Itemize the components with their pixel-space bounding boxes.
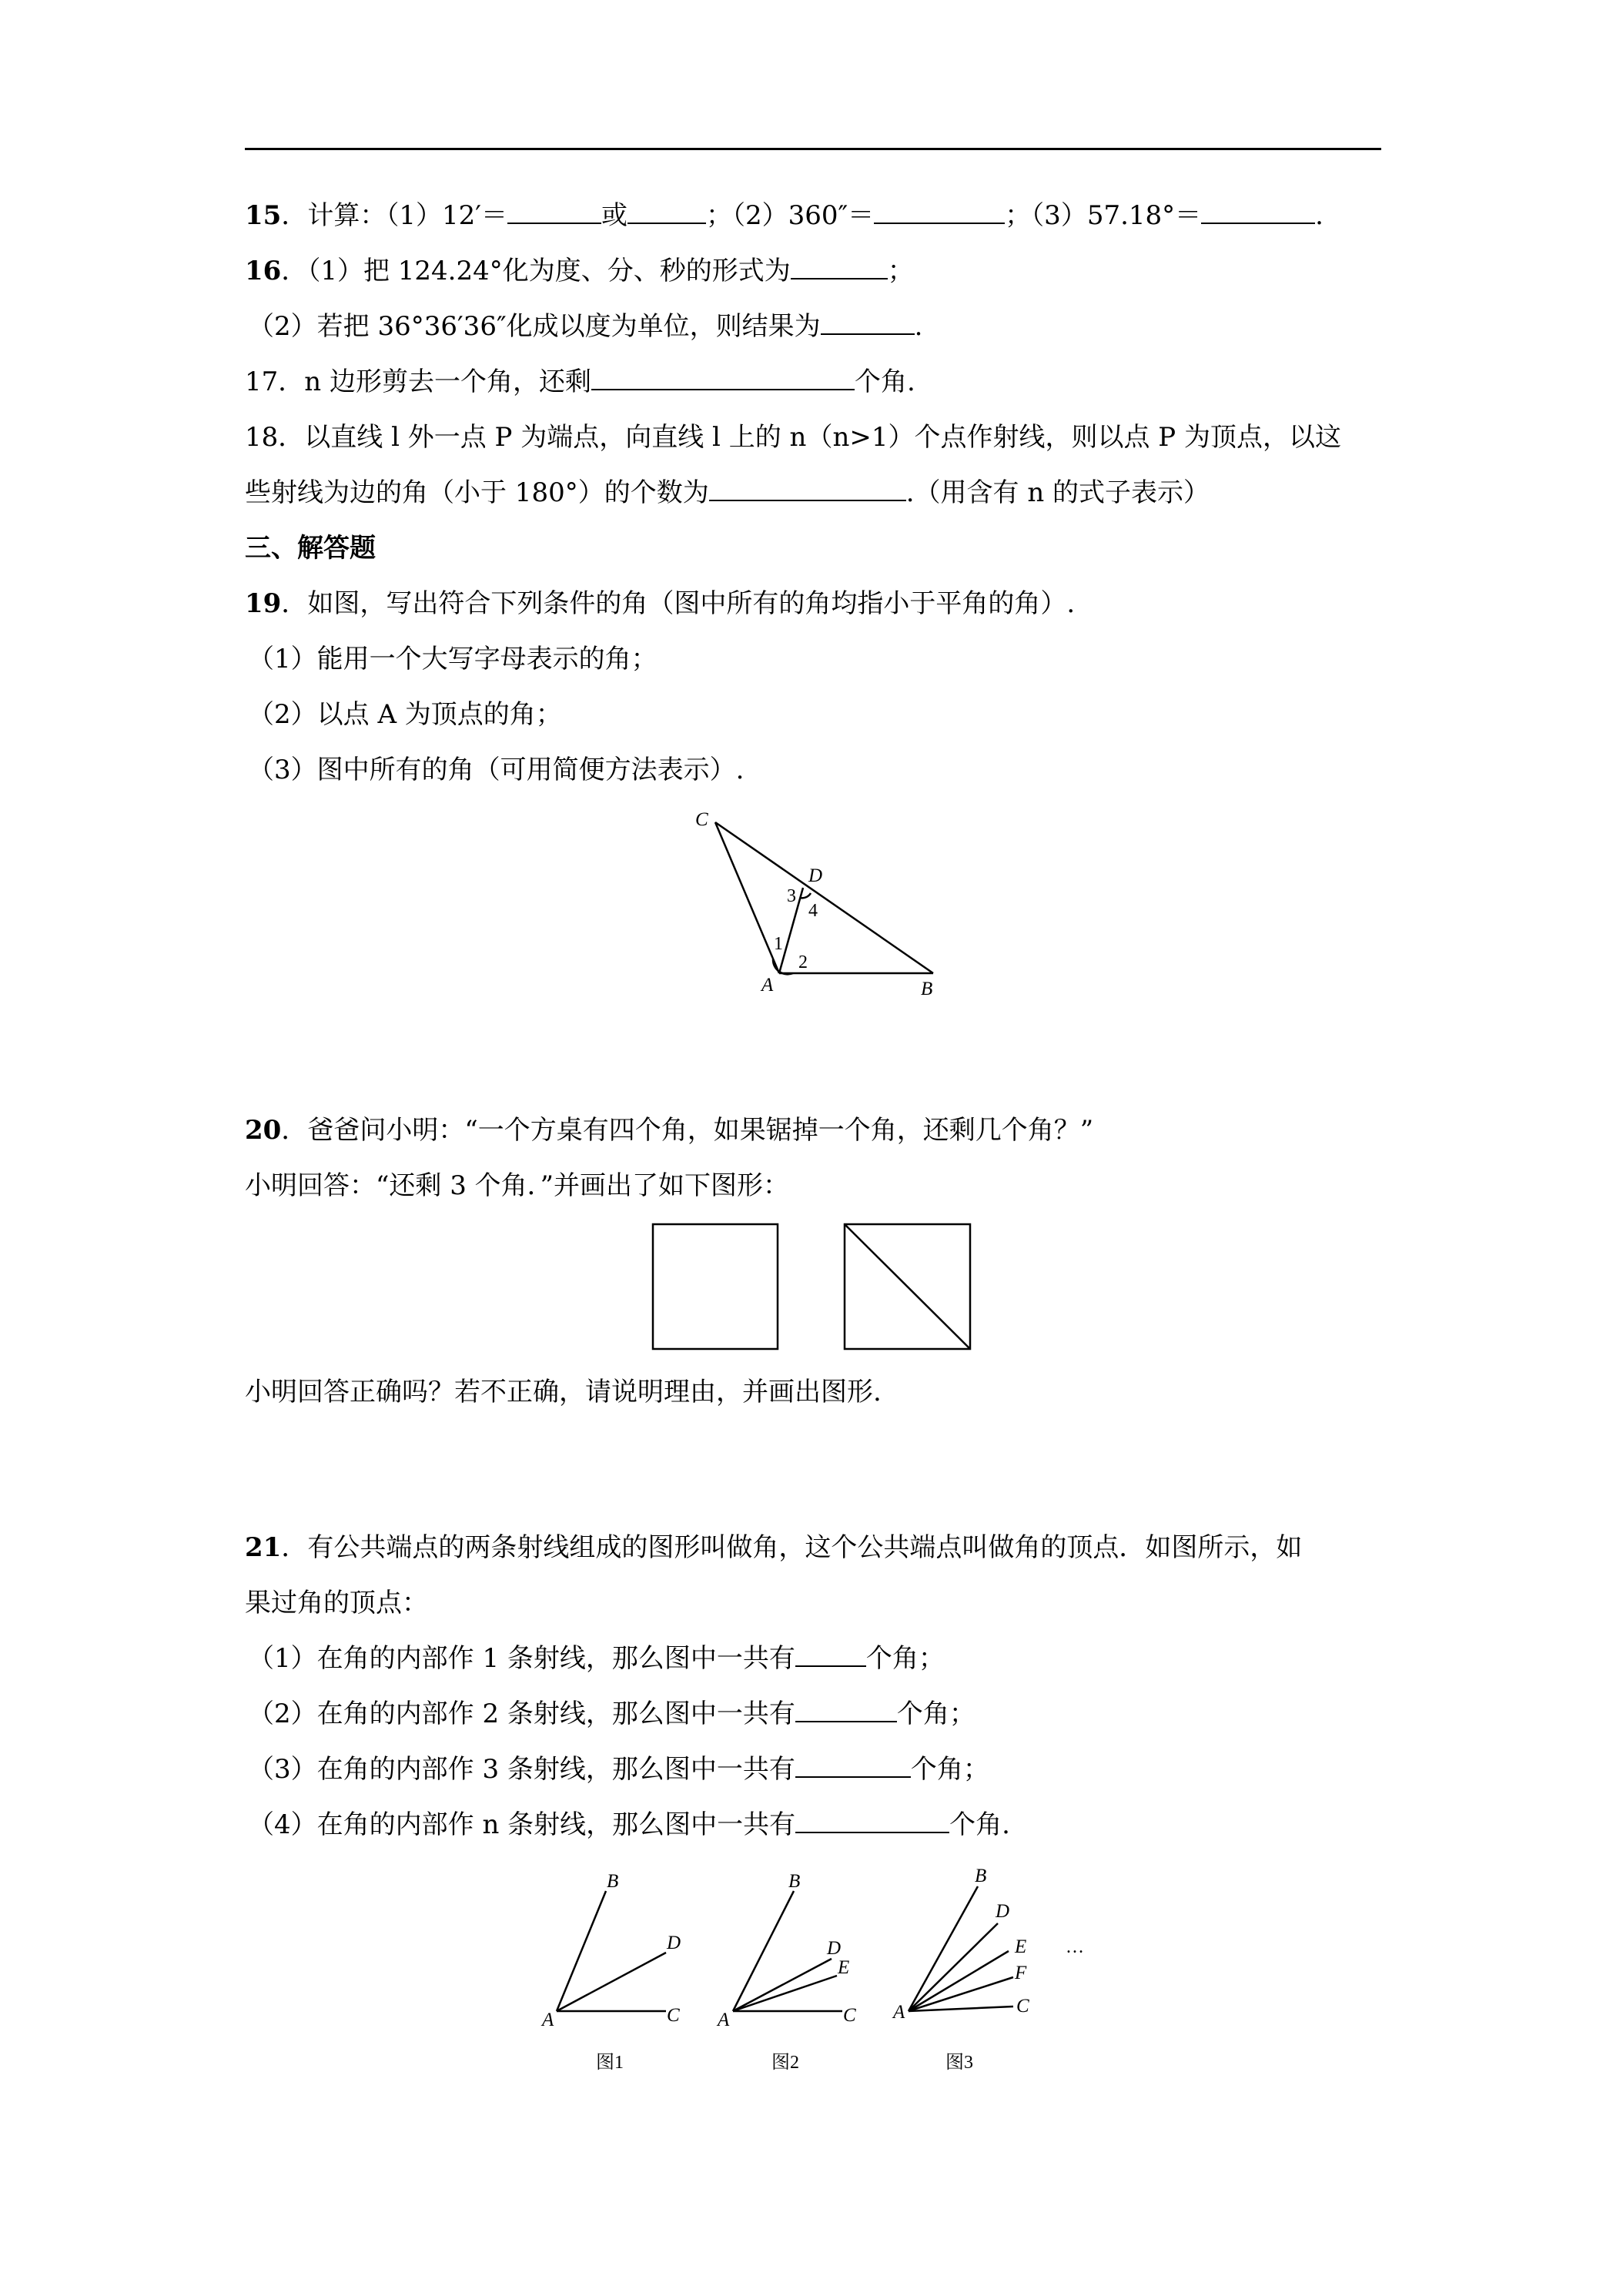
label-d: D	[996, 1901, 1010, 1922]
ray-ad	[733, 1959, 832, 2011]
section-heading: 三、解答题	[245, 533, 376, 564]
label-c: C	[843, 2005, 856, 2026]
question-21-part-4: （4）在角的内部作 n 条射线，那么图中一共有 个角.	[248, 1809, 1010, 1840]
question-20-answer: 小明回答：“还剩 3 个角．”并画出了如下图形：	[245, 1170, 790, 1201]
question-number: 21	[245, 1532, 282, 1563]
label-b: B	[607, 1871, 619, 1892]
label-b: B	[788, 1871, 801, 1892]
figure-caption: 图2	[771, 2053, 799, 2073]
ellipsis: …	[1066, 1937, 1084, 1957]
question-number: 19	[245, 588, 282, 619]
question-20: 20．爸爸问小明：“一个方桌有四个角，如果锯掉一个角，还剩几个角？”	[245, 1115, 1094, 1146]
label-d: D	[667, 1933, 681, 1953]
question-19: 19．如图，写出符合下列条件的角（图中所有的角均指小于平角的角）.	[245, 588, 1076, 619]
question-19-part-3: （3）图中所有的角（可用简便方法表示）.	[248, 755, 745, 785]
label-c: C	[667, 2005, 680, 2026]
ray-ab	[557, 1891, 606, 2011]
question-16-part-2: （2）若把 36°36′36″化成以度为单位，则结果为 .	[248, 311, 923, 342]
label-b: B	[975, 1866, 987, 1886]
question-15: 15．计算：（1）12′＝ 或 ；（2）360″＝ ；（3）57.18°＝ .	[245, 200, 1323, 231]
angle-label-2: 2	[798, 952, 808, 972]
figure-caption: 图3	[945, 2053, 973, 2073]
label-a: A	[761, 975, 774, 996]
question-number: 16	[245, 256, 282, 286]
label-f: F	[1015, 1963, 1027, 1983]
angle-label-4: 4	[808, 901, 818, 921]
question-20-prompt: 小明回答正确吗？若不正确，请说明理由，并画出图形.	[245, 1377, 882, 1407]
ray-ad	[909, 1923, 998, 2011]
question-18: 18．以直线 l 外一点 P 为端点，向直线 l 上的 n（n>1）个点作射线，则以点 P 为顶点，以这	[245, 422, 1341, 453]
question-21-part-1: （1）在角的内部作 1 条射线，那么图中一共有 个角；	[248, 1643, 945, 1674]
question-18-line-2: 些射线为边的角（小于 180°）的个数为 .（用含有 n 的式子表示）	[245, 477, 1210, 508]
ray-ae	[909, 1951, 1009, 2011]
ray-ad	[557, 1953, 666, 2011]
question-16: 16．（1）把 124.24°化为度、分、秒的形式为 ；	[245, 256, 914, 286]
label-d: D	[827, 1938, 842, 1959]
label-e: E	[1015, 1936, 1027, 1957]
question-21-part-3: （3）在角的内部作 3 条射线，那么图中一共有 个角；	[248, 1754, 989, 1785]
question-number: 20	[245, 1115, 282, 1146]
label-a: A	[718, 2010, 730, 2030]
question-21-part-2: （2）在角的内部作 2 条射线，那么图中一共有 个角；	[248, 1699, 975, 1729]
label-b: B	[921, 979, 933, 999]
label-d: D	[808, 865, 823, 886]
question-19-part-1: （1）能用一个大写字母表示的角；	[248, 644, 658, 674]
label-a: A	[542, 2010, 554, 2030]
question-19-part-2: （2）以点 A 为顶点的角；	[248, 699, 562, 730]
angle-label-3: 3	[787, 886, 796, 906]
question-number: 15	[245, 200, 282, 231]
angle-label-1: 1	[774, 934, 783, 954]
label-c: C	[1016, 1996, 1029, 2017]
question-17: 17．n 边形剪去一个角，还剩 个角.	[245, 366, 915, 397]
question-21: 21．有公共端点的两条射线组成的图形叫做角，这个公共端点叫做角的顶点．如图所示，如	[245, 1532, 1303, 1563]
question-21-line-2: 果过角的顶点：	[245, 1588, 428, 1618]
label-e: E	[838, 1957, 850, 1978]
label-c: C	[695, 809, 708, 830]
figure-caption: 图1	[596, 2053, 624, 2073]
ray-ac	[909, 2006, 1013, 2011]
label-a: A	[893, 2002, 905, 2023]
